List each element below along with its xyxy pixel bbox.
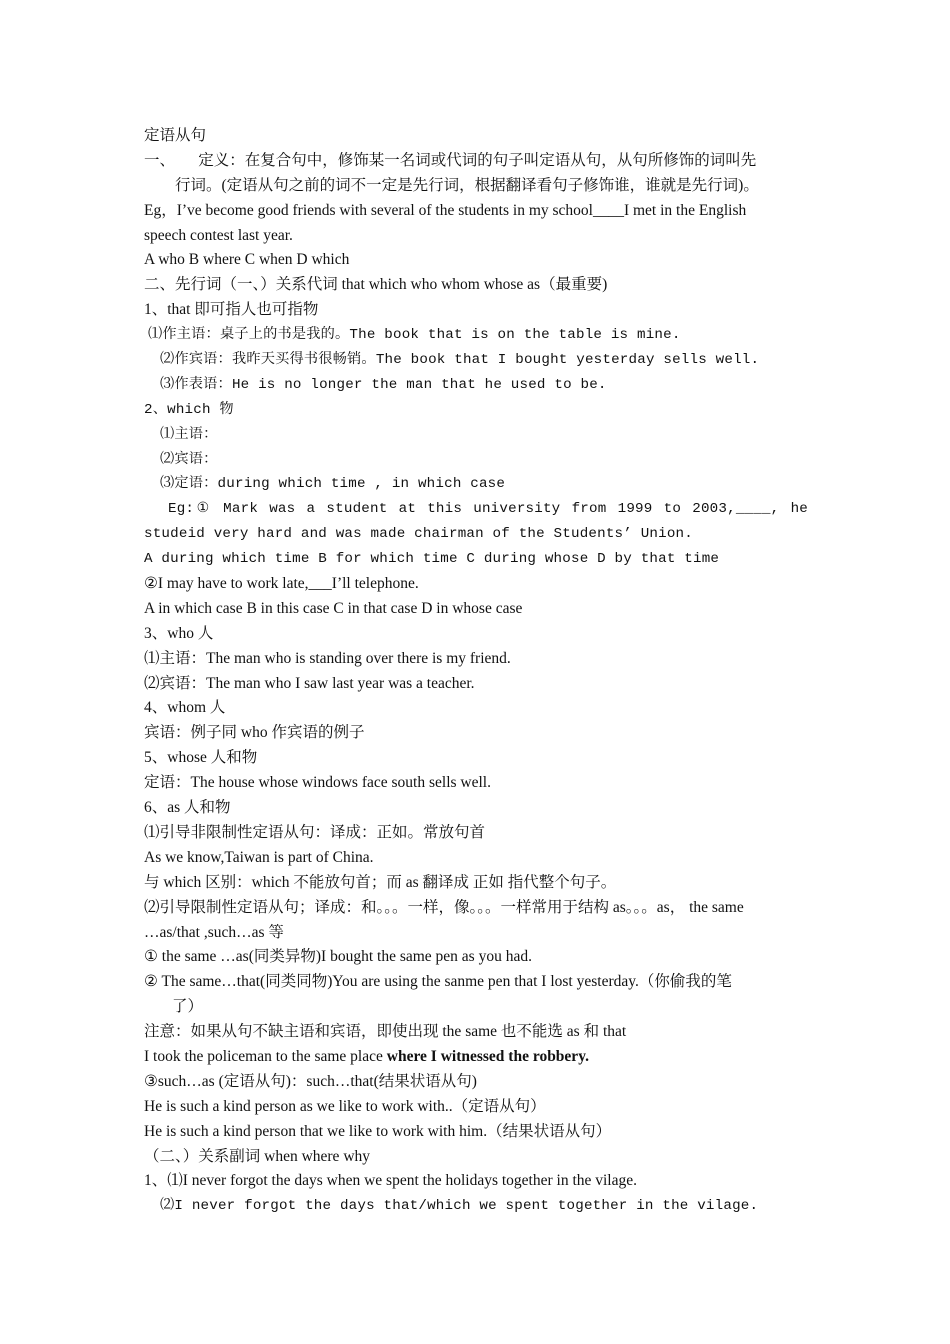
whom-heading: 4、whom 人 [144, 699, 226, 717]
such-as-example: He is such a kind person as we like to work with..（定语从句） [144, 1097, 546, 1115]
example-question-line-2: speech contest last year. [144, 226, 293, 244]
such-as-heading: ③such…as (定语从句)：such…that(结果状语从句) [144, 1072, 477, 1090]
as-restrictive-line-2: …as/that ,such…as 等 [144, 923, 284, 941]
as-example: As we know,Taiwan is part of China. [144, 848, 374, 866]
policeman-example-text: I took the policeman to the same place [144, 1047, 387, 1065]
who-heading: 3、who 人 [144, 624, 214, 642]
policeman-example [144, 1045, 808, 1070]
whom-object: 宾语：例子同 who 作宾语的例子 [144, 724, 365, 742]
which-example-line-1: Eg:① Mark was a student at this university from 1999 to 2003,____, he [168, 501, 808, 518]
note-line: 注意：如果从句不缺主语和宾语，即使出现 the same 也不能选 as 和 that [144, 1023, 627, 1041]
definition-line-2: 行词。(定语从句之前的词不一定是先行词，根据翻译看句子修饰谁，谁就是先行词)。 [175, 176, 759, 194]
same-as-example: ① the same …as(同类异物)I bought the same pen as you had. [144, 948, 532, 966]
as-restrictive-line-1: ⑵引导限制性定语从句；译成：和。。。一样，像。。。一样常用于结构 as。。。as， the same [144, 898, 744, 916]
same-that-example-line-1: ② The same…that(同类同物)You are using the sanme pen that I lost yesterday.（你偷我的笔 [144, 973, 732, 991]
same-that-example-line-2: 了） [172, 998, 204, 1016]
example-options: A who B where C when D which [144, 251, 350, 269]
doc-title: 定语从句 [144, 127, 207, 144]
whose-heading: 5、whose 人和物 [144, 749, 258, 767]
who-object: ⑵宾语：The man who I saw last year was a teacher. [144, 674, 475, 692]
which-object: ⑵宾语： [160, 451, 218, 468]
that-heading: 1、that 即可指人也可指物 [144, 301, 319, 319]
which-example-line-2: studeid very hard and was made chairman of the Students’ Union. [144, 526, 693, 543]
who-subject: ⑴主语：The man who is standing over there is my friend. [144, 649, 511, 667]
which-example-2-options: A in which case B in this case C in that case D in whose case [144, 599, 523, 617]
that-object: ⑵作宾语：我昨天买得书很畅销。The book that I bought yesterday sells well. [160, 352, 760, 369]
which-heading: 2、which 物 [144, 401, 234, 418]
which-example-options: A during which time B for which time C during whose D by that time [144, 551, 720, 568]
as-nonrestrictive: ⑴引导非限制性定语从句：译成：正如。常放句首 [144, 823, 486, 841]
as-which-difference: 与 which 区别：which 不能放句首；而 as 翻译成 正如 指代整个句子。 [144, 873, 617, 891]
that-subject: ⑴作主语：桌子上的书是我的。The book that is on the table is mine. [148, 327, 681, 344]
section-heading-relative-pronouns: 二、先行词（一、）关系代词 that which who whom whose as（最重要) [144, 276, 608, 294]
which-subject: ⑴主语： [160, 426, 218, 443]
when-example-2: ⑵I never forgot the days that/which we spent together in the vilage. [160, 1198, 759, 1215]
that-predicative: ⑶作表语：He is no longer the man that he used to be. [160, 376, 607, 393]
which-attributive: ⑶定语：during which time , in which case [160, 476, 506, 493]
such-that-example: He is such a kind person that we like to work with him.（结果状语从句） [144, 1122, 612, 1140]
when-example-1: 1、⑴I never forgot the days when we spent the holidays together in the vilage. [144, 1172, 638, 1190]
as-heading: 6、as 人和物 [144, 799, 231, 817]
whose-attributive: 定语：The house whose windows face south sells well. [144, 774, 491, 792]
definition-line-1: 一、 定义：在复合句中，修饰某一名词或代词的句子叫定语从句，从句所修饰的词叫先 [144, 151, 757, 169]
policeman-example-bold: where I witnessed the robbery. [386, 1047, 589, 1065]
which-example-2: ②I may have to work late,___I’ll telephone. [144, 575, 419, 593]
document-page [144, 124, 808, 1219]
example-question-line-1: Eg，I’ve become good friends with several of the students in my school____I met in the English [144, 201, 747, 219]
section-heading-relative-adverbs: （二、）关系副词 when where why [144, 1147, 371, 1165]
